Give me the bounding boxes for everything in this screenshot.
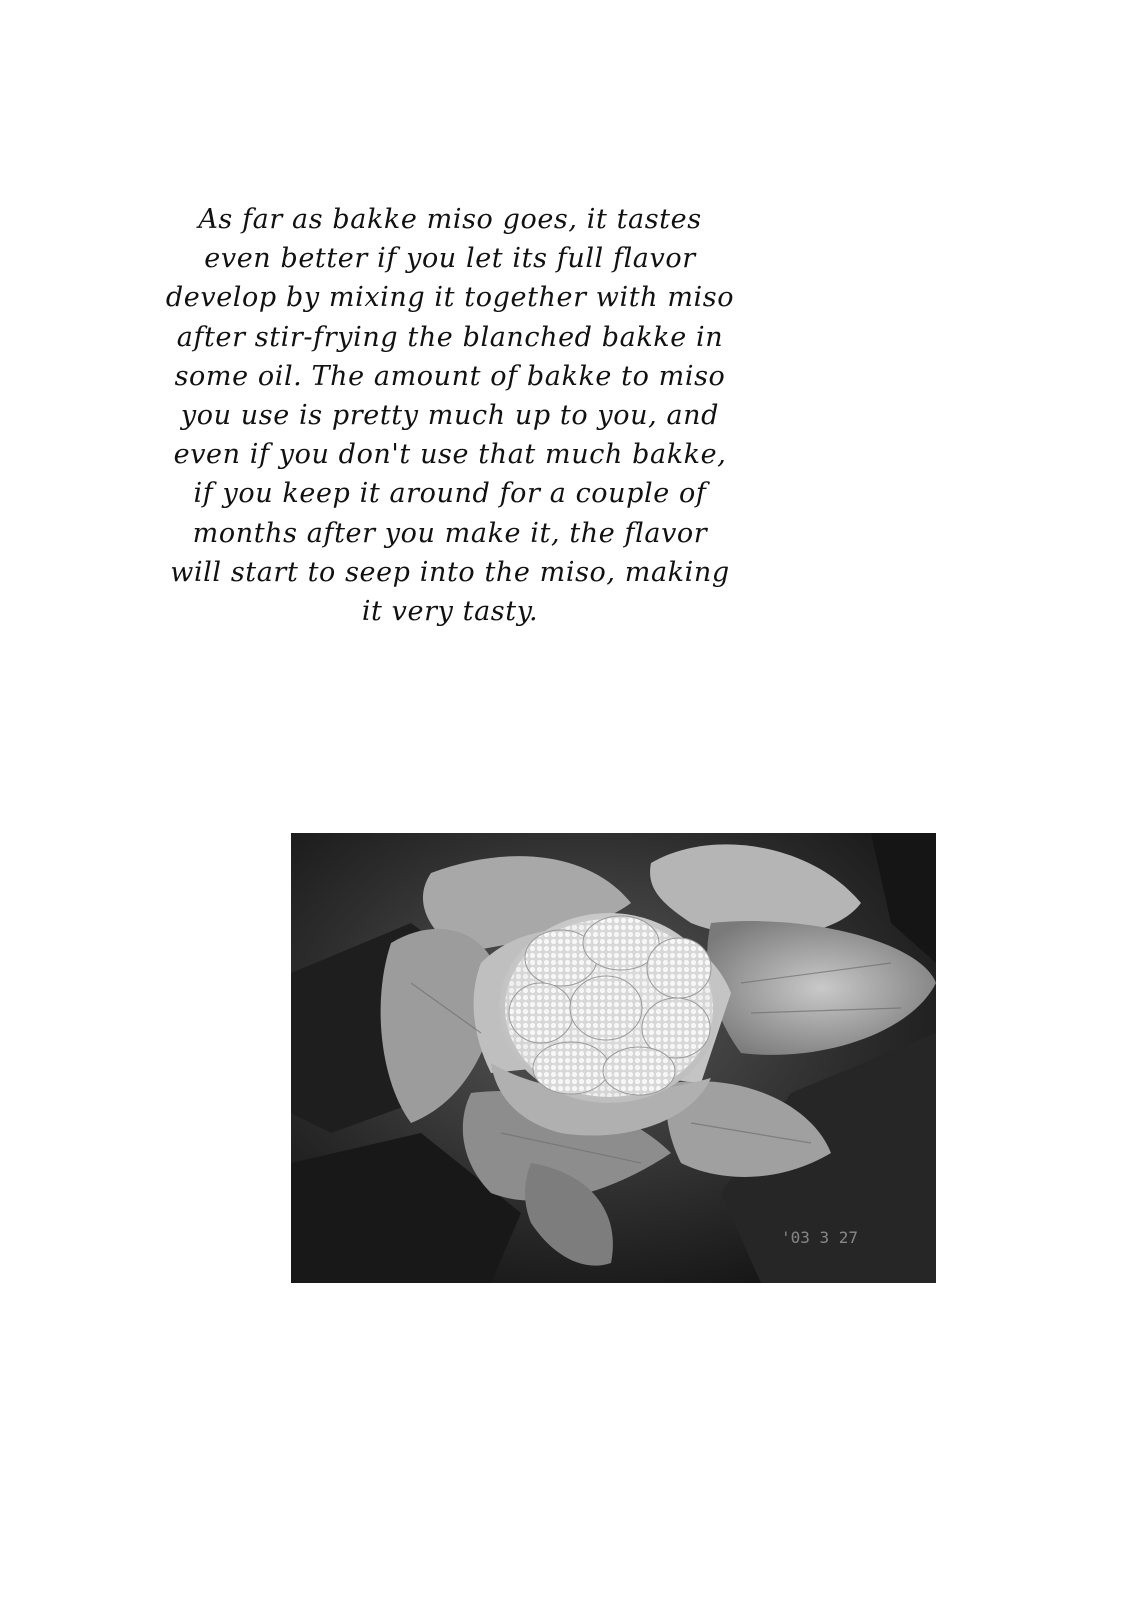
paragraph-line: will start to seep into the miso, making <box>170 556 730 588</box>
paragraph-line: even better if you let its full flavor <box>204 243 696 275</box>
paragraph-line: months after you make it, the flavor <box>192 517 708 549</box>
butterbur-flower-photo <box>291 833 936 1283</box>
recipe-paragraph <box>140 200 760 631</box>
paragraph-line: after stir-frying the blanched bakke in <box>176 321 724 353</box>
paragraph-line: some oil. The amount of bakke to miso <box>174 360 726 392</box>
paragraph-line: develop by mixing it together with miso <box>165 282 735 314</box>
butterbur-flower-bud-icon <box>291 833 936 1283</box>
paragraph-line: you use is pretty much up to you, and <box>180 400 720 432</box>
paragraph-line: As far as bakke miso goes, it tastes <box>198 204 702 235</box>
paragraph-line: it very tasty. <box>361 596 539 628</box>
paragraph-line: if you keep it around for a couple of <box>193 478 707 510</box>
photo-date-stamp: '03 3 27 <box>781 1228 859 1247</box>
paragraph-line: even if you don't use that much bakke, <box>173 439 727 471</box>
